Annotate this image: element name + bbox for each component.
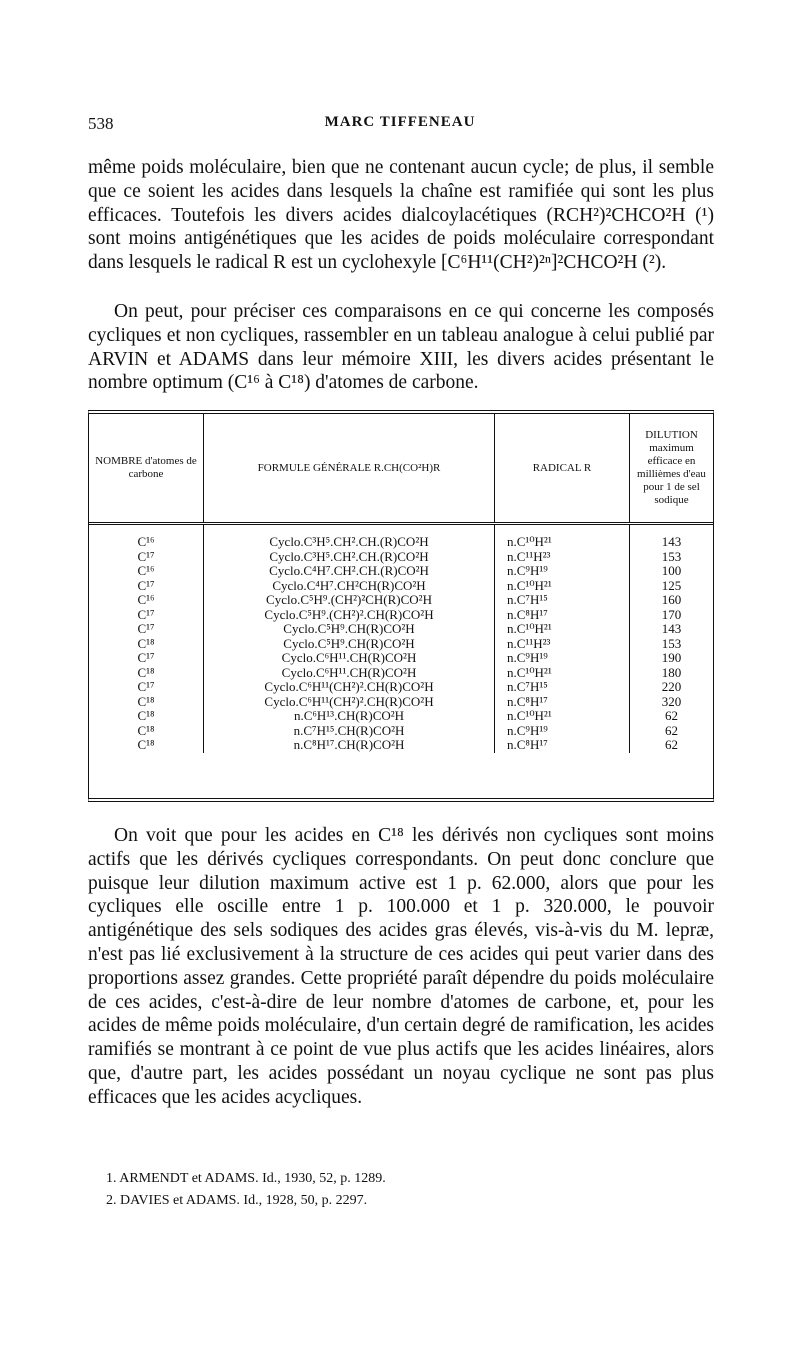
cell-dilution: 62 <box>630 738 714 753</box>
cell-dilution: 125 <box>630 579 714 594</box>
cell-formula: Cyclo.C⁵H⁹.CH(R)CO²H <box>204 622 495 637</box>
paragraph-2 <box>88 300 714 395</box>
cell-formula: Cyclo.C⁴H⁷.CH²CH(R)CO²H <box>204 579 495 594</box>
header-radical: RADICAL R <box>495 414 630 524</box>
cell-radical: n.C⁸H¹⁷ <box>495 738 630 753</box>
table-row <box>89 724 713 739</box>
cell-radical: n.C¹⁰H²¹ <box>495 622 630 637</box>
cell-radical: n.C¹⁰H²¹ <box>495 524 630 550</box>
cell-formula: Cyclo.C⁵H⁹.CH(R)CO²H <box>204 637 495 652</box>
cell-carbons: C¹⁷ <box>137 577 155 593</box>
cell-formula: Cyclo.C⁵H⁹.(CH²)²CH(R)CO²H <box>204 593 495 608</box>
cell-carbons: C¹⁶ <box>137 592 155 607</box>
paragraph-3-text: On voit que pour les acides en C¹⁸ les dérivés non cycliques sont moins actifs que les dérivés cycliques correspondants. On peut donc conclure que puisque leur dilution maximum active est 1 p. 62.000, alors que pour les cycliques elle oscille entre 1 p. 100.000 et 1 p. 320.000, le pouvoir antigénétique des sels sodiques des acides gras élevés, vis-à-vis du M. lepræ, n'est pas lié exclusivement à la structure de ces acides qui peut varier dans des proportions assez grandes. Cette propriété paraît dépendre du poids moléculaire de ces acides, c'est-à-dire de leur nombre d'atomes de carbone, et, pour les acides de même poids moléculaire, d'un certain degré de ramification, les acides ramifiés se montrant à ce point de vue plus actifs que les acides linéaires, alors que, d'autre part, les acides possédant un noyau cyclique ne sont pas plus efficaces que les acides acycliques. <box>88 825 714 1108</box>
table-row <box>89 709 713 724</box>
table-row <box>89 695 713 710</box>
page-number: 538 <box>88 114 114 133</box>
cell-dilution: 153 <box>630 637 714 652</box>
cell-carbons: C¹⁷ <box>137 548 155 564</box>
table-row <box>89 738 713 753</box>
cell-carbons: C¹⁸ <box>137 722 155 738</box>
footnote-2: 2. DAVIES et ADAMS. Id., 1928, 50, p. 2297. <box>106 1193 368 1208</box>
table-row <box>89 593 713 608</box>
cell-dilution: 160 <box>630 593 714 608</box>
cell-formula: Cyclo.C⁶H¹¹(CH²)².CH(R)CO²H <box>204 680 495 695</box>
cell-dilution: 62 <box>630 709 714 724</box>
cell-formula: Cyclo.C⁶H¹¹.CH(R)CO²H <box>204 651 495 666</box>
cell-radical: n.C¹⁰H²¹ <box>495 709 630 724</box>
paragraph-3 <box>88 824 714 1110</box>
cell-radical: n.C⁸H¹⁷ <box>495 695 630 710</box>
cell-carbons: C¹⁸ <box>137 664 155 680</box>
cell-carbons: C¹⁷ <box>137 650 155 665</box>
cell-carbons: C¹⁶ <box>137 534 155 549</box>
page-header <box>88 114 712 138</box>
header-dilution: DILUTION maximum efficace en millièmes d'eau pour 1 de sel sodique <box>630 414 714 524</box>
table-body <box>89 524 713 753</box>
paragraph-1-text: même poids moléculaire, bien que ne contenant aucun cycle; de plus, il semble que ce soient les acides dans lesquels la chaîne est ramifiée qui sont les plus efficaces. Toutefois les divers acides dialcoylacétiques (RCH²)²CHCO²H (¹) sont moins antigénétiques que les acides de poids moléculaire correspondant dans lesquels le radical R est un cyclohexyle [C⁶H¹¹(CH²)²ⁿ]²CHCO²H (²). <box>88 157 714 274</box>
cell-dilution: 100 <box>630 564 714 579</box>
cell-radical: n.C⁷H¹⁵ <box>495 593 630 608</box>
cell-formula: Cyclo.C³H⁵.CH².CH.(R)CO²H <box>204 550 495 565</box>
cell-carbons: C¹⁸ <box>137 693 155 709</box>
cell-formula: Cyclo.C³H⁵.CH².CH.(R)CO²H <box>204 524 495 550</box>
cell-radical: n.C⁹H¹⁹ <box>495 724 630 739</box>
cell-radical: n.C¹⁰H²¹ <box>495 579 630 594</box>
cell-radical: n.C⁷H¹⁵ <box>495 680 630 695</box>
cell-dilution: 153 <box>630 550 714 565</box>
table-row <box>89 608 713 623</box>
cell-dilution: 220 <box>630 680 714 695</box>
cell-dilution: 62 <box>630 724 714 739</box>
cell-carbons: C¹⁸ <box>137 737 155 752</box>
cell-carbons: C¹⁷ <box>137 679 155 694</box>
cell-carbons: C¹⁸ <box>137 635 155 651</box>
cell-carbons: C¹⁶ <box>137 563 155 578</box>
cell-carbons: C¹⁷ <box>137 621 155 636</box>
footnote-1: 1. ARMENDT et ADAMS. Id., 1930, 52, p. 1289. <box>106 1171 386 1186</box>
cell-carbons: C¹⁸ <box>137 708 155 723</box>
cell-dilution: 143 <box>630 622 714 637</box>
running-title: MARC TIFFENEAU <box>324 114 476 130</box>
footnotes <box>106 1168 386 1212</box>
paragraph-1 <box>88 156 714 275</box>
table-header-row <box>89 414 713 524</box>
table-row <box>89 637 713 652</box>
cell-radical: n.C¹¹H²³ <box>495 550 630 565</box>
cell-formula: Cyclo.C⁵H⁹.(CH²)².CH(R)CO²H <box>204 608 495 623</box>
cell-radical: n.C⁹H¹⁹ <box>495 564 630 579</box>
cell-formula: n.C⁶H¹³.CH(R)CO²H <box>204 709 495 724</box>
cell-radical: n.C¹¹H²³ <box>495 637 630 652</box>
cell-dilution: 170 <box>630 608 714 623</box>
table-row <box>89 651 713 666</box>
cell-carbons: C¹⁷ <box>137 606 155 622</box>
acid-comparison-table <box>88 410 714 802</box>
paragraph-2-text: On peut, pour préciser ces comparaisons en ce qui concerne les composés cycliques et non cycliques, rassembler en un tableau analogue à celui publié par ARVIN et ADAMS dans leur mémoire XIII, les divers acides présentant le nombre optimum (C¹⁶ à C¹⁸) d'atomes de carbone. <box>88 301 714 394</box>
cell-formula: Cyclo.C⁶H¹¹.CH(R)CO²H <box>204 666 495 681</box>
table-row <box>89 680 713 695</box>
table-row <box>89 564 713 579</box>
cell-dilution: 180 <box>630 666 714 681</box>
header-general-formula: FORMULE GÉNÉRALE R.CH(CO²H)R <box>204 414 495 524</box>
cell-dilution: 190 <box>630 651 714 666</box>
cell-radical: n.C¹⁰H²¹ <box>495 666 630 681</box>
cell-formula: n.C⁸H¹⁷.CH(R)CO²H <box>204 738 495 753</box>
cell-formula: Cyclo.C⁶H¹¹(CH²)².CH(R)CO²H <box>204 695 495 710</box>
table-row <box>89 524 713 550</box>
table-row <box>89 622 713 637</box>
table-row <box>89 579 713 594</box>
table-row <box>89 666 713 681</box>
cell-dilution: 143 <box>630 524 714 550</box>
cell-dilution: 320 <box>630 695 714 710</box>
table-row <box>89 550 713 565</box>
cell-radical: n.C⁸H¹⁷ <box>495 608 630 623</box>
header-carbon-count: NOMBRE d'atomes de carbone <box>89 414 204 524</box>
cell-formula: Cyclo.C⁴H⁷.CH².CH.(R)CO²H <box>204 564 495 579</box>
cell-radical: n.C⁹H¹⁹ <box>495 651 630 666</box>
cell-formula: n.C⁷H¹⁵.CH(R)CO²H <box>204 724 495 739</box>
